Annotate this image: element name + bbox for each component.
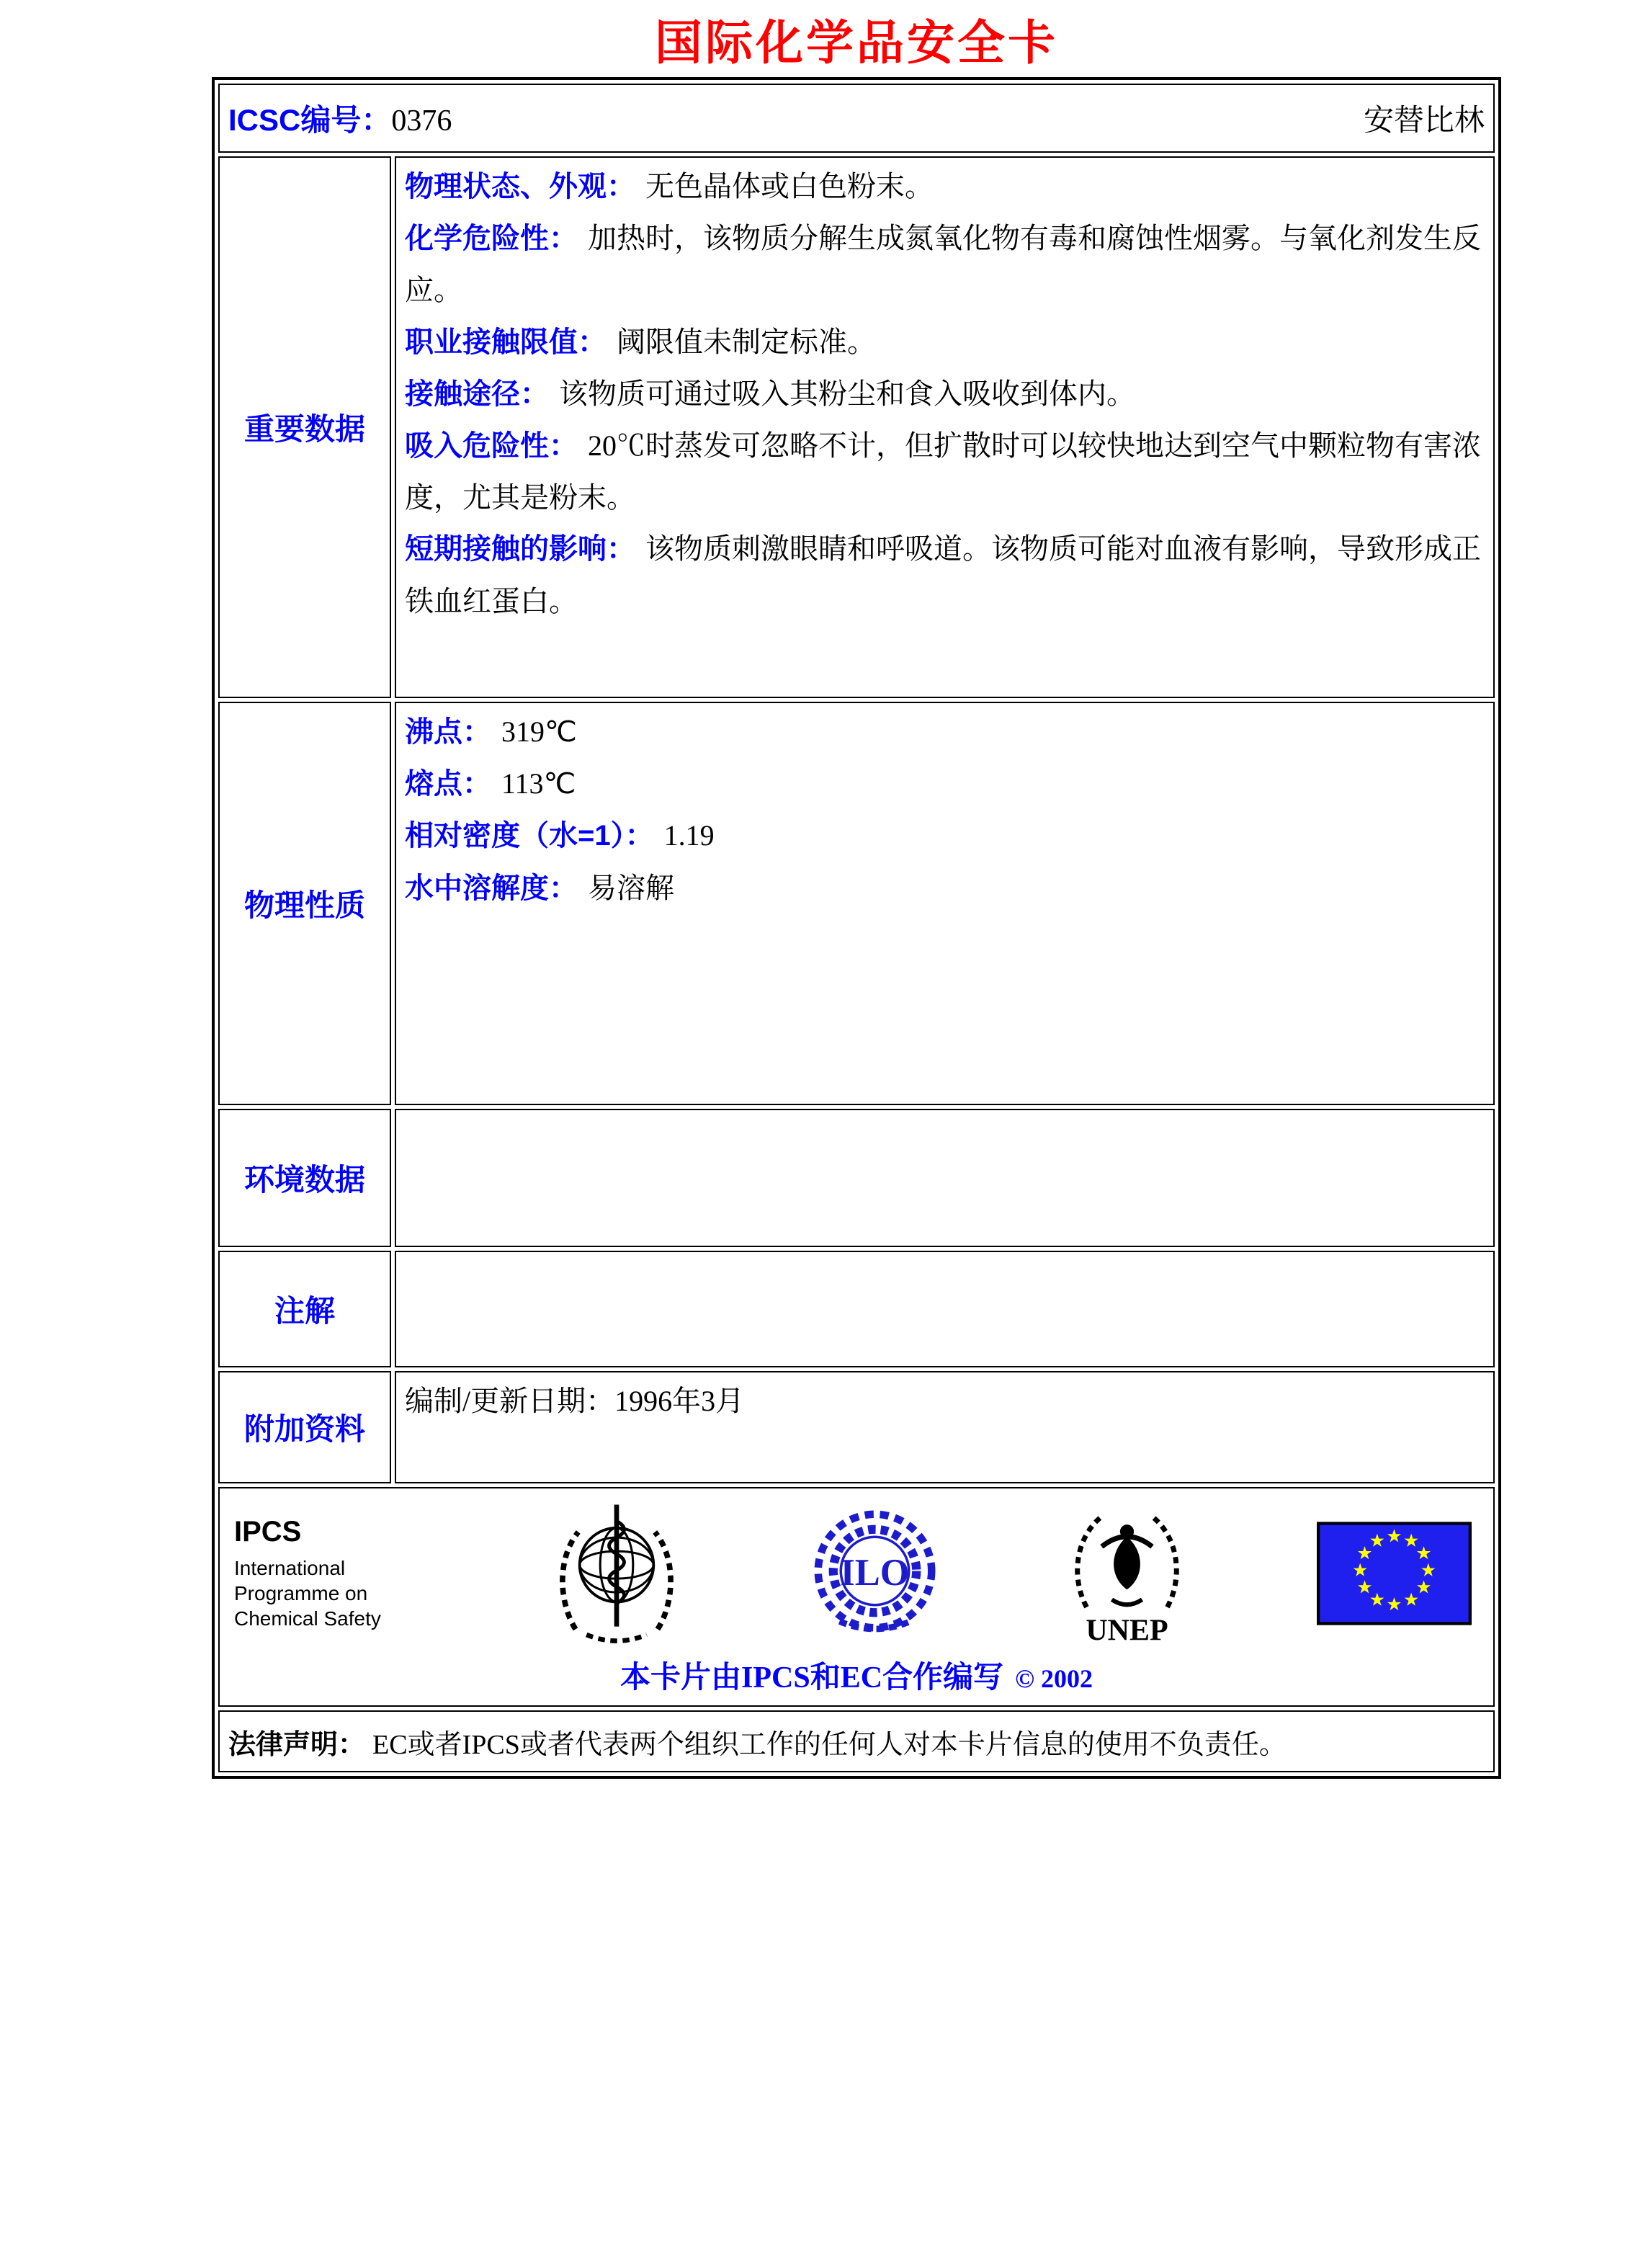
ilo-logo-icon (812, 1498, 938, 1649)
revision-date-label: 编制/更新日期： (405, 1385, 615, 1417)
logos-row (218, 1487, 1495, 1707)
header-cell (218, 84, 1495, 153)
important-data-item (405, 523, 1485, 626)
field-label: 接触途径： (405, 378, 549, 410)
credit-text: 本卡片由IPCS和EC合作编写 (620, 1661, 1004, 1695)
field-label: 熔点： (405, 768, 491, 800)
additional-info-row (218, 1371, 1495, 1483)
revision-date (405, 1375, 1485, 1427)
icsc-number-label: ICSC编号： (228, 103, 392, 137)
physical-property-item (405, 706, 1485, 758)
ipcs-title: IPCS (234, 1515, 302, 1548)
unep-logo-text: UNEP (1086, 1614, 1168, 1648)
field-label: 相对密度（水=1）： (405, 820, 654, 852)
field-value: 1.19 (663, 819, 715, 852)
field-value: 阈限值未制定标准。 (617, 325, 876, 358)
important-data-row (218, 156, 1495, 698)
logos-cell (218, 1487, 1495, 1707)
important-data-item (405, 161, 1485, 213)
physical-property-item (405, 810, 1485, 862)
field-value: 该物质可通过吸入其粉尘和食入吸收到体内。 (559, 377, 1135, 410)
credit-line (228, 1653, 1485, 1702)
section-label-additional-info: 附加资料 (218, 1371, 391, 1483)
copyright-text: © 2002 (1015, 1664, 1093, 1693)
field-value: 易溶解 (588, 871, 674, 904)
environmental-data-content (395, 1109, 1495, 1247)
chemical-name: 安替比林 (1363, 104, 1485, 138)
field-value: 该物质刺激眼睛和呼吸道。该物质可能对血液有影响，导致形成正铁血红蛋白。 (405, 532, 1481, 617)
section-label-physical-properties: 物理性质 (218, 702, 391, 1105)
field-value: 无色晶体或白色粉末。 (645, 170, 934, 202)
revision-date-value: 1996年3月 (614, 1385, 745, 1417)
additional-info-content (395, 1371, 1495, 1483)
legal-row (218, 1710, 1495, 1772)
field-label: 水中溶解度： (405, 872, 578, 904)
physical-properties-row (218, 702, 1495, 1105)
important-data-item (405, 316, 1485, 368)
legal-label: 法律声明： (228, 1729, 366, 1760)
icsc-number-group (228, 97, 452, 140)
field-label: 化学危险性： (405, 223, 578, 255)
physical-properties-content (395, 702, 1495, 1105)
legal-cell (218, 1710, 1495, 1772)
important-data-item (405, 420, 1485, 523)
section-label-notes: 注解 (218, 1251, 391, 1367)
field-label: 物理状态、外观： (405, 171, 635, 202)
field-label: 职业接触限值： (405, 326, 607, 358)
physical-property-item (405, 862, 1485, 914)
notes-content (395, 1251, 1495, 1367)
icsc-card-table (212, 77, 1501, 1779)
field-value: 20℃时蒸发可忽略不计，但扩散时可以较快地达到空气中颗粒物有害浓度，尤其是粉末。 (405, 429, 1481, 514)
field-value: 319℃ (501, 715, 577, 748)
field-label: 吸入危险性： (405, 429, 578, 462)
field-label: 短期接触的影响： (405, 533, 635, 566)
unep-logo-icon (1064, 1496, 1190, 1651)
ipcs-text-block (234, 1516, 421, 1631)
who-logo-icon (548, 1496, 685, 1651)
field-label: 沸点： (405, 716, 491, 748)
physical-property-item (405, 758, 1485, 810)
section-label-environmental-data: 环境数据 (218, 1109, 391, 1247)
ilo-logo-text: ILO (839, 1551, 910, 1594)
environmental-data-row (218, 1109, 1495, 1247)
icsc-number-value: 0376 (391, 104, 452, 138)
section-label-important-data: 重要数据 (218, 156, 391, 698)
field-value: 113℃ (501, 767, 576, 800)
important-data-content (395, 156, 1495, 698)
ipcs-subtitle: International Programme on Chemical Safety (234, 1556, 381, 1630)
legal-text: EC或者IPCS或者代表两个组织工作的任何人对本卡片信息的使用不负责任。 (372, 1729, 1287, 1760)
page-title: 国际化学品安全卡 (655, 17, 1058, 70)
notes-row (218, 1251, 1495, 1367)
header-row (218, 84, 1495, 153)
important-data-item (405, 213, 1485, 316)
important-data-item (405, 368, 1485, 420)
field-value: 加热时，该物质分解生成氮氧化物有毒和腐蚀性烟雾。与氧化剂发生反应。 (405, 222, 1481, 307)
eu-flag-icon (1317, 1522, 1472, 1625)
